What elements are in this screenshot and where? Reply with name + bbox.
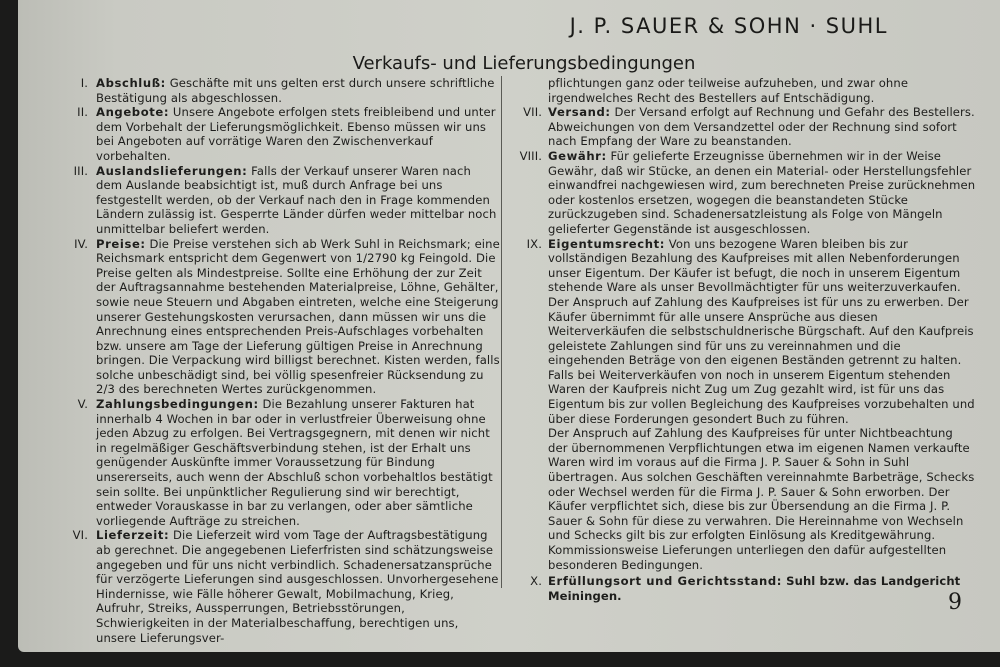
section-vii [512,105,976,149]
page-title: Verkaufs- und Lieferungsbedingungen [352,53,696,74]
section-vi-continuation: pflichtungen ganz oder teilweise aufzuheben, und zwar ohne irgendwelches Recht des Bestellers auf Entschädigung. [548,76,909,105]
section-heading: Gewähr: [548,148,607,163]
section-number: VII. [523,105,542,120]
section-ix-paragraph-2 [512,426,976,572]
section-text: Unsere Angebote erfolgen stets freibleibend und unter dem Vorbehalt der Lieferungsmöglichkeit. Ebenso müssen wir uns bei Angeboten auf vorrätige Waren den Zwischenverkauf vorbehalten. [96,105,496,163]
section-text: Für gelieferte Erzeugnisse übernehmen wir in der Weise Gewähr, daß wir Stücke, an denen ein Material- oder Herstellungsfehler einwandfrei nachgewiesen wird, zum berechneten Preise zurücknehmen oder kostenlos ersetzen, wogegen die beanstandeten Stücke zurückzugeben sind. Schadenersatzleistung als Folge von Mängeln gelieferter Gegenstände ist ausgeschlossen. [548,148,976,236]
page-number: 9 [948,590,962,615]
section-heading: Versand: [548,105,611,120]
company-header: J. P. SAUER & SOHN · SUHL [569,14,888,38]
section-number: X. [530,574,542,589]
section-text: Die Lieferzeit wird vom Tage der Auftragsbestätigung ab gerechnet. Die angegebenen Lieferfristen sind schätzungsweise angegeben und für uns nicht verbindlich. Schadenersatzansprüche für verzögerte Lieferungen sind ausgeschlossen. Unvorhergesehene Hindernisse, wie Fälle höherer Gewalt, Mobilmachung, Krieg, Aufruhr, Streiks, Aussperrungen, Betriebsstörungen, Schwierigkeiten in der Materialbeschaffung, berechtigen uns, unsere Lieferungsver- [96,528,499,645]
section-text: Suhl bzw. das Landgericht Meiningen. [548,574,961,603]
document-page [18,0,1000,652]
section-vi [38,528,500,645]
section-text: Falls der Verkauf unserer Waren nach dem Auslande beabsichtigt ist, muß durch Anfrage bei uns festgestellt werden, ob der Verkauf nach den in Frage kommenden Ländern zulässig ist. Gesperrte Länder dürfen weder mittelbar noch unmittelbar beliefert werden. [96,163,497,236]
section-text: Der Versand erfolgt auf Rechnung und Gefahr des Bestellers. Abweichungen von dem Versandzettel oder der Rechnung sind sofort nach Empfang der Ware zu beanstanden. [548,105,975,149]
section-ix [512,237,976,427]
section-iii [38,164,500,237]
section-heading: Preise: [96,236,146,251]
left-column [38,76,500,645]
section-text: Geschäfte mit uns gelten erst durch unsere schriftliche Bestätigung als abgeschlossen. [96,76,495,105]
column-divider [501,76,502,588]
section-text: Von uns bezogene Waren bleiben bis zur vollständigen Bezahlung des Kaufpreises mit allen Nebenforderungen unser Eigentum. Der Käufer ist befugt, die noch in unserem Eigentum stehende Ware als unser Bevollmächtigter für uns weiterzuverkaufen. Der Anspruch auf Zahlung des Kaufpreises ist für uns zu erwerben. Der Käufer übernimmt für alle unsere Ansprüche aus diesen Weiterverkäufen die selbstschuldnerische Bürgschaft. Auf den Kaufpreis geleistete Zahlungen sind für uns zu vereinnahmen und die eingehenden Beträge von den eigenen Beständen getrennt zu halten. Falls bei Weiterverkäufen von noch in unserem Eigentum stehenden Waren der Kaufpreis nicht Zug um Zug gezahlt wird, ist für uns das Eigentum bis zur vollen Begleichung des Kaufpreises vorzubehalten und über diese Forderungen gesondert Buch zu führen. [548,236,975,426]
section-heading: Eigentumsrecht: [548,236,665,251]
section-text: Die Bezahlung unserer Fakturen hat innerhalb 4 Wochen in bar oder in verlustfreier Überweisung ohne jeden Abzug zu erfolgen. Bei Vertragsgegnern, mit denen wir nicht in regelmäßiger Geschäftsverbindung stehen, ist der Erhalt uns genügender Auskünfte immer Voraussetzung für Bindung unsererseits, auch wenn der Abschluß schon vorbehaltlos bestätigt sein sollte. Bei unpünktlicher Regulierung sind wir berechtigt, entweder Vorauskasse in bar zu verlangen, oder aber sämtliche vorliegende Aufträge zu streichen. [96,397,493,528]
section-iv [38,237,500,398]
section-heading: Zahlungsbedingungen: [96,397,259,412]
section-number: IV. [74,236,88,251]
section-heading: Abschluß: [96,76,166,90]
section-i [38,76,500,105]
section-number: I. [80,76,88,90]
section-viii [512,149,976,237]
section-text: Der Anspruch auf Zahlung des Kaufpreises für unter Nichtbeachtung der übernommenen Verpflichtungen etwa im eigenen Namen verkaufte Waren wird im voraus auf die Firma J. P. Sauer & Sohn in Suhl übertragen. Aus solchen Geschäften vereinnahmte Barbeträge, Schecks oder Wechsel werden für die Firma J. P. Sauer & Sohn erworben. Der Käufer verpflichtet sich, diese bis zur Übersendung an die Firma J. P. Sauer & Sohn für diese zu verwahren. Die Hereinnahme von Wechseln und Schecks gilt bis zur erfolgten Einlösung als Kreditgewährung. Kommissionsweise Lieferungen unterliegen den dafür aufgestellten besonderen Bedingungen. [548,426,975,572]
right-column [512,76,976,603]
section-number: II. [77,105,88,120]
section-number: IX. [526,236,542,251]
section-heading: Lieferzeit: [96,528,170,543]
section-number: V. [77,397,88,412]
section-number: III. [73,163,88,178]
section-heading: Erfüllungsort und Gerichtsstand: [548,574,782,589]
section-heading: Angebote: [96,105,170,120]
section-number: VI. [72,528,88,543]
section-number: VIII. [519,148,542,163]
section-ii [38,105,500,163]
section-v [38,397,500,528]
section-heading: Auslandslieferungen: [96,163,248,178]
section-text: Die Preise verstehen sich ab Werk Suhl in Reichsmark; eine Reichsmark entspricht dem Gegenwert von 1/2790 kg Feingold. Die Preise gelten als Mindestpreise. Sollte eine Erhöhung der zur Zeit der Auftragsannahme bestehenden Materialpreise, Löhne, Gehälter, sowie neue Steuern und Abgaben eintreten, welche eine Steigerung unserer Gestehungskosten verursachen, dann müssen wir uns die Anrechnung eines entsprechenden Preis-Aufschlages vorbehalten bzw. unsere am Tage der Lieferung gültigen Preise in Anrechnung bringen. Die Verpackung wird billigst berechnet. Kisten werden, falls solche unbeschädigt sind, bei völlig spesenfreier Rücksendung zu 2/3 des berechneten Wertes zurückgenommen. [96,236,500,397]
section-x [512,574,976,603]
